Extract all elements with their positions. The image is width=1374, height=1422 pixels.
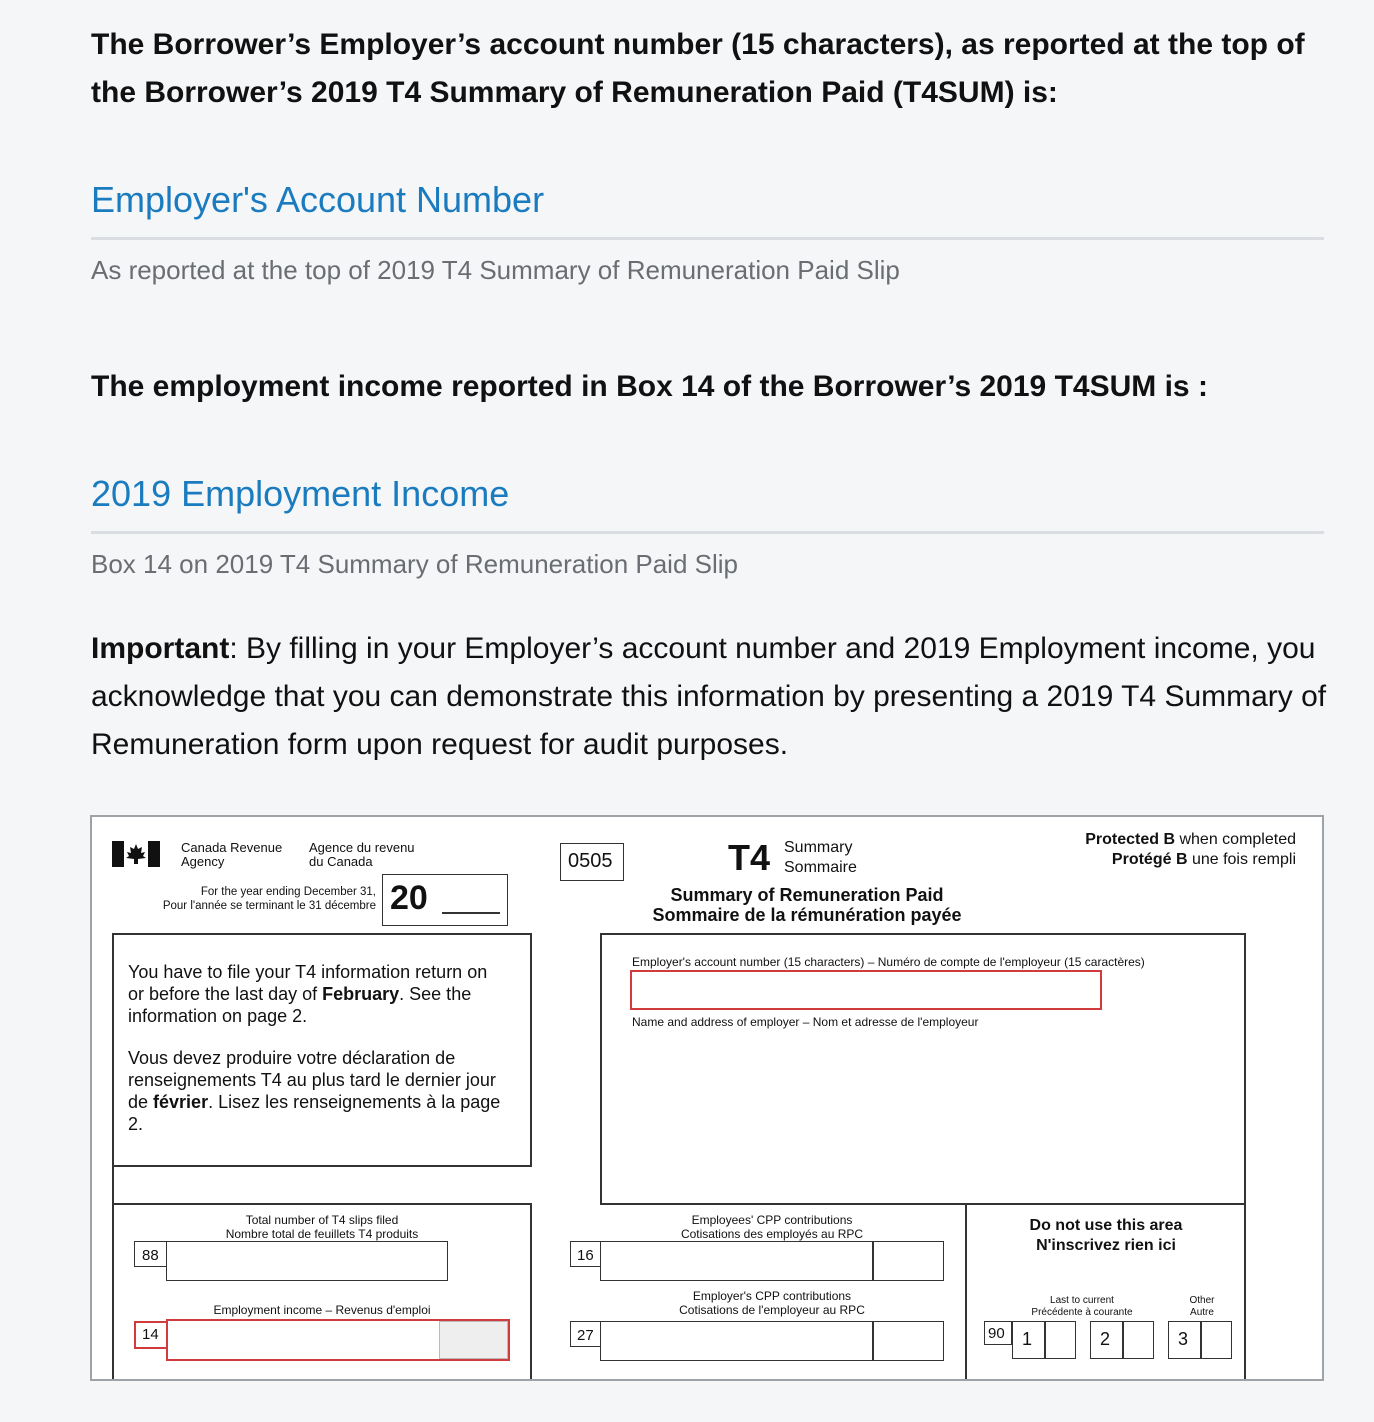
t4-summary-form-image — [90, 815, 1324, 1381]
last-to-current-label: Last to current Précédente à courante — [1031, 1295, 1133, 1318]
slips-right-border — [530, 1203, 532, 1381]
employer-name-address-label: Name and address of employer – Nom et adresse de l'employeur — [632, 1015, 979, 1029]
do-not-use-en: Do not use this area — [1029, 1217, 1183, 1234]
notice-fr: Vous devez produire votre déclaration de renseignements T4 au plus tard le dernier jour de février. Lisez les renseignements à la page 2. — [128, 1048, 501, 1134]
box-88-input — [166, 1241, 448, 1281]
box-14-cents — [439, 1321, 508, 1359]
employment-income-field-label[interactable]: 2019 Employment Income — [91, 473, 510, 514]
option-2-divider — [1122, 1321, 1124, 1359]
box-16-number: 16 — [577, 1247, 594, 1264]
employer-account-number-field-label[interactable]: Employer's Account Number — [91, 179, 545, 220]
notice-right-border — [530, 933, 532, 1167]
frame-left — [112, 933, 114, 1381]
agency-en: Canada Revenue Agency — [181, 840, 283, 869]
form-title-en: Summary of Remuneration Paid — [670, 885, 944, 905]
slips-top-border — [112, 1203, 532, 1205]
notice-bottom-border — [112, 1165, 532, 1167]
employment-income-box-label: Employment income – Revenus d'emploi — [213, 1303, 431, 1317]
employer-account-number-highlight — [630, 970, 1102, 1010]
year-value: 20 — [390, 879, 428, 917]
employment-income-help: Box 14 on 2019 T4 Summary of Remuneration Paid Slip — [91, 549, 738, 579]
option-2: 2 — [1100, 1329, 1111, 1349]
summary-fr: Sommaire — [784, 859, 857, 876]
box-88-number: 88 — [142, 1247, 159, 1264]
other-label: Other Autre — [1189, 1295, 1215, 1318]
box-90-number: 90 — [988, 1325, 1005, 1342]
box-27-input — [600, 1321, 944, 1361]
agency-fr: Agence du revenu du Canada — [309, 840, 415, 869]
question-employment-income: The employment income reported in Box 14 of the Borrower’s 2019 T4SUM is : — [91, 370, 1208, 403]
option-1-divider — [1044, 1321, 1046, 1359]
frame-top-left — [112, 933, 532, 935]
question-account-number: The Borrower’s Employer’s account number (15 characters), as reported at the top of the Borrower’s 2019 T4 Summary of Remuneration Paid (T4SUM) is: — [91, 28, 1305, 109]
employer-account-number-help: As reported at the top of 2019 T4 Summary of Remuneration Paid Slip — [91, 255, 900, 285]
employer-account-number-input-underline[interactable] — [91, 237, 1324, 240]
box-27-number: 27 — [577, 1327, 594, 1344]
box-14-number: 14 — [142, 1326, 159, 1343]
employment-income-input-underline[interactable] — [91, 531, 1324, 534]
form-code: 0505 — [568, 850, 613, 872]
employer-cpp-label: Employer's CPP contributions Cotisations de l'employeur au RPC — [679, 1289, 865, 1317]
employees-cpp-label: Employees' CPP contributions Cotisations des employés au RPC — [680, 1213, 864, 1241]
employer-account-number-label: Employer's account number (15 characters) – Numéro de compte de l'employeur (15 caractères) — [632, 955, 1145, 969]
year-label: For the year ending December 31, Pour l'année se terminant le 31 décembre — [162, 886, 376, 912]
option-3: 3 — [1178, 1329, 1189, 1349]
cpp-top-border — [600, 1203, 1246, 1205]
canada-flag-icon — [112, 841, 160, 867]
year-blank-line — [442, 912, 500, 914]
form-title-fr: Sommaire de la rémunération payée — [652, 905, 962, 925]
box-16-cents-divider — [872, 1241, 874, 1281]
employer-left-border — [600, 933, 602, 1205]
summary-en: Summary — [784, 839, 853, 856]
frame-top-right — [600, 933, 1246, 935]
important-label: Important — [91, 632, 230, 665]
box-27-cents-divider — [872, 1321, 874, 1361]
option-3-divider — [1200, 1321, 1202, 1359]
frame-right — [1244, 933, 1246, 1381]
protected-fr: Protégé B une fois rempli — [1111, 851, 1296, 868]
box-16-input — [600, 1241, 944, 1281]
protected-en: Protected B when completed — [1085, 831, 1296, 848]
important-text: : By filling in your Employer’s account number and 2019 Employment income, you acknowledge that you can demonstrate this information by presenting a 2019 T4 Summary of Remuneration form upon request for audit purposes. — [91, 632, 1327, 761]
slips-filed-label: Total number of T4 slips filed Nombre total de feuillets T4 produits — [225, 1213, 419, 1241]
t4-label: T4 — [728, 837, 771, 878]
do-not-use-fr: N'inscrivez rien ici — [1036, 1237, 1176, 1254]
notice-en: You have to file your T4 information return on or before the last day of February. See the information on page 2. — [128, 962, 488, 1026]
important-notice — [91, 625, 1341, 769]
option-1: 1 — [1022, 1329, 1033, 1349]
